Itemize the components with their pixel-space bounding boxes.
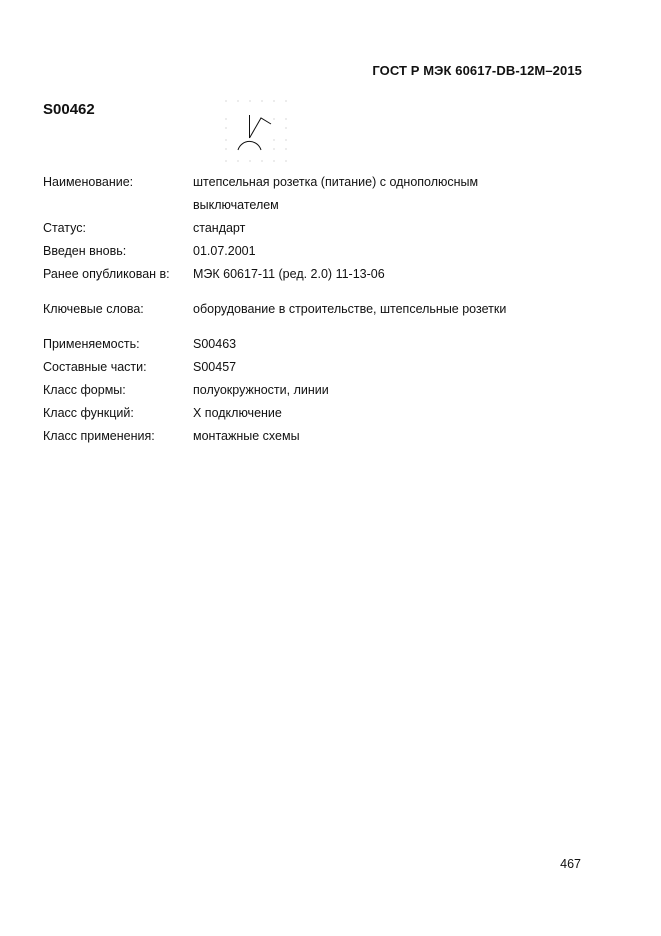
spacer <box>43 286 603 298</box>
field-value: полуокружности, линии <box>193 383 329 397</box>
field-name <box>43 171 603 217</box>
field-value <box>193 171 603 217</box>
spacer <box>43 321 603 333</box>
symbol-code: S00462 <box>43 101 95 118</box>
field-value: S00457 <box>193 360 237 374</box>
field-label: Ключевые слова: <box>43 302 144 316</box>
field-value: оборудование в строительстве, штепсельные розетки <box>193 302 507 316</box>
field-applicability <box>43 333 603 356</box>
field-introduced <box>43 240 603 263</box>
field-label: Класс функций: <box>43 406 134 420</box>
field-label: Введен вновь: <box>43 244 127 258</box>
field-label: Применяемость: <box>43 337 140 351</box>
field-function-class <box>43 402 603 425</box>
field-value: S00463 <box>193 337 237 351</box>
field-value-line: выключателем <box>193 198 279 212</box>
field-label: Составные части: <box>43 360 147 374</box>
field-value: стандарт <box>193 221 246 235</box>
field-value-line: штепсельная розетка (питание) с однополюсным <box>193 175 479 189</box>
field-application-class <box>43 425 603 448</box>
field-label: Класс формы: <box>43 383 126 397</box>
field-previously-published <box>43 263 603 286</box>
field-value: Х подключение <box>193 406 282 420</box>
standard-header: ГОСТ Р МЭК 60617-DB-12M–2015 <box>372 63 582 78</box>
socket-with-switch-symbol-icon <box>220 95 295 167</box>
page-number: 467 <box>560 857 581 871</box>
field-label: Наименование: <box>43 175 134 189</box>
field-value: МЭК 60617-11 (ред. 2.0) 11-13-06 <box>193 267 385 281</box>
field-components <box>43 356 603 379</box>
grid-dots <box>225 100 286 161</box>
field-label: Ранее опубликован в: <box>43 267 170 281</box>
field-value: монтажные схемы <box>193 429 300 443</box>
field-status <box>43 217 603 240</box>
field-shape-class <box>43 379 603 402</box>
field-keywords <box>43 298 603 321</box>
field-label: Класс применения: <box>43 429 155 443</box>
symbol-properties <box>43 171 603 448</box>
field-label: Статус: <box>43 221 86 235</box>
field-value: 01.07.2001 <box>193 244 256 258</box>
